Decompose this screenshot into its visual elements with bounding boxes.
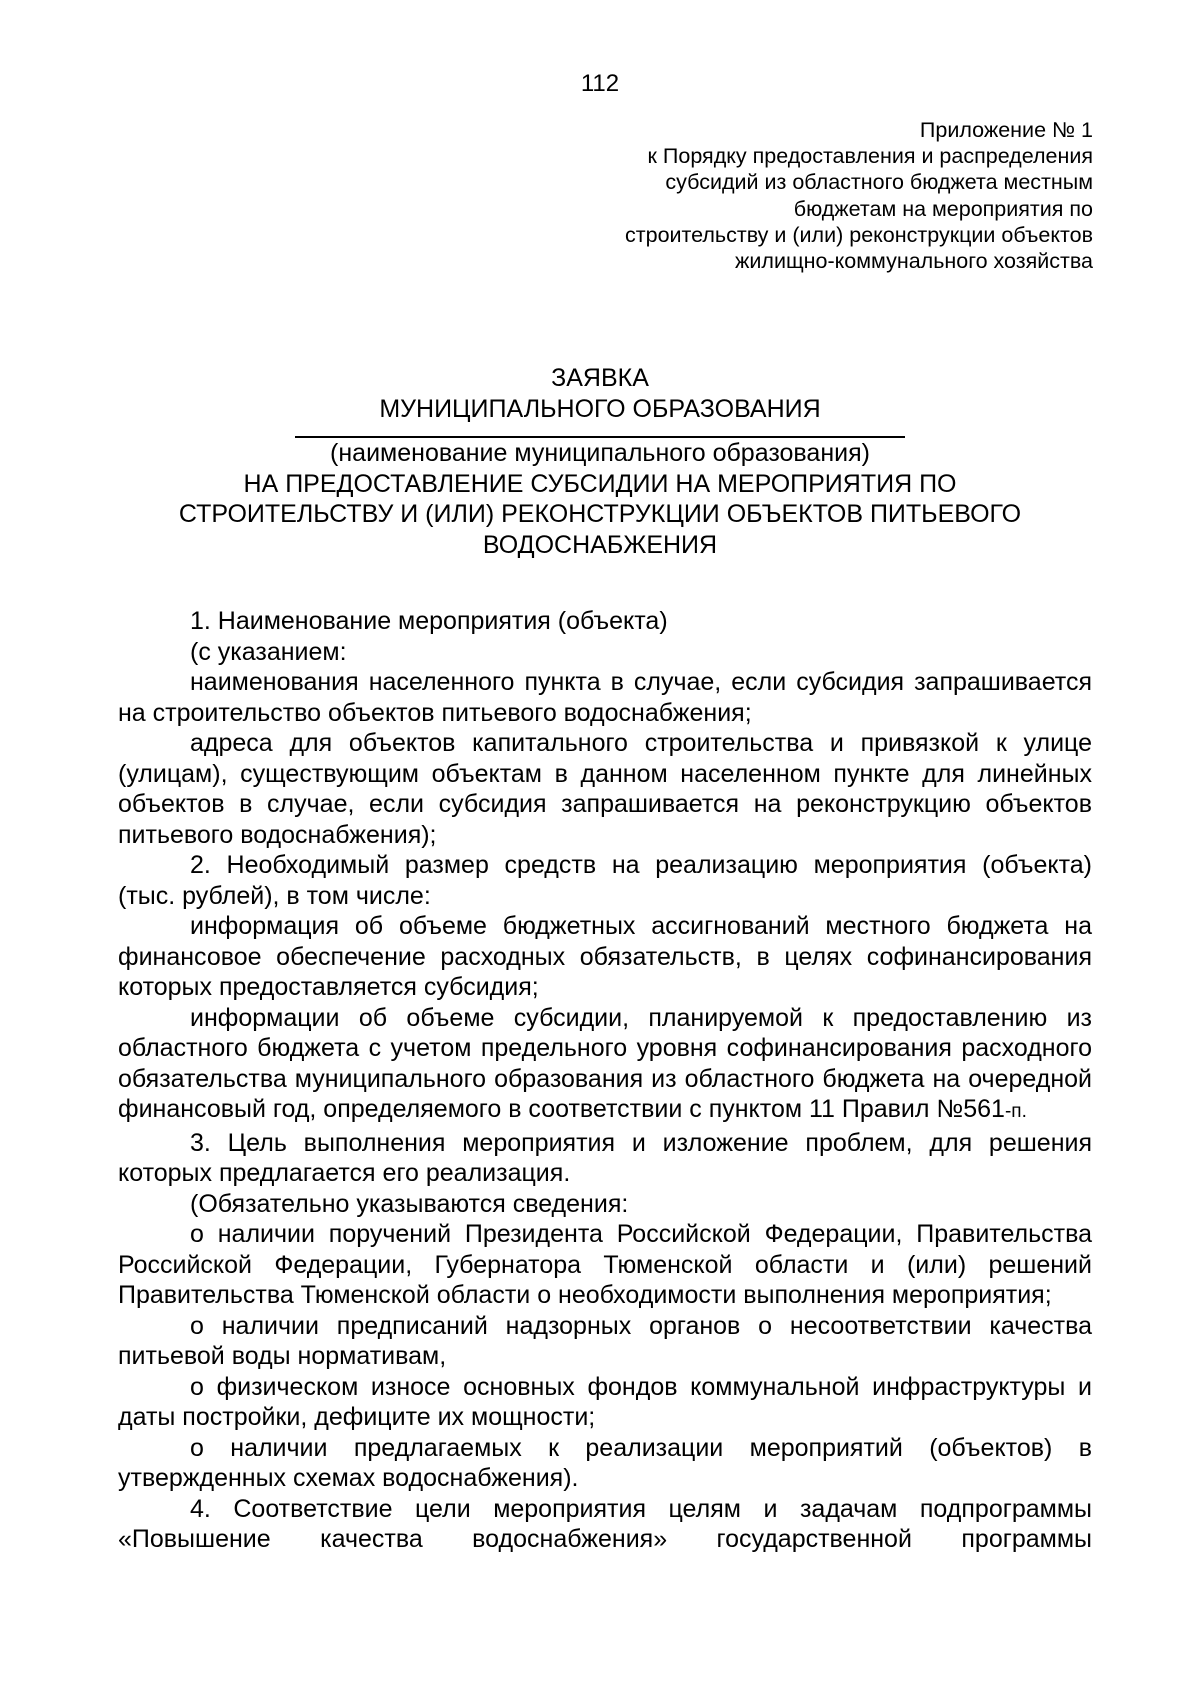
paragraph: 4. Соответствие цели мероприятия целям и задачам подпрограммы «Повышение качества водоснабжения» государственной программы <box>118 1494 1092 1553</box>
annex-header <box>625 117 1093 274</box>
title-line: НА ПРЕДОСТАВЛЕНИЕ СУБСИДИИ НА МЕРОПРИЯТИЯ ПО <box>243 469 957 498</box>
paragraph-suffix: -п. <box>1004 1101 1027 1122</box>
title-line: ЗАЯВКА <box>551 364 649 392</box>
annex-line: строительству и (или) реконструкции объектов <box>625 222 1093 247</box>
title-line: МУНИЦИПАЛЬНОГО ОБРАЗОВАНИЯ <box>379 394 821 423</box>
paragraph: наименования населенного пункта в случае, если субсидия запрашивается на строительство объектов питьевого водоснабжения; <box>118 668 1092 727</box>
annex-line: субсидий из областного бюджета местным <box>665 170 1093 195</box>
paragraph: о физическом износе основных фондов коммунальной инфраструктуры и даты постройки, дефиците их мощности; <box>118 1372 1092 1431</box>
annex-line: бюджетам на мероприятия по <box>793 196 1093 221</box>
paragraph-text: информации об объеме субсидии, планируемой к предоставлению из областного бюджета с учетом предельного уровня софинансирования расходного обязательства муниципального образования из областного бюджета на очередной финансовый год, определяемого в соответствии с пунктом 11 Правил №561 <box>118 1003 1092 1123</box>
annex-line: жилищно-коммунального хозяйства <box>735 249 1093 274</box>
document-title <box>120 363 1080 560</box>
paragraph <box>118 1003 1092 1128</box>
document-body <box>118 606 1092 1555</box>
paragraph: адреса для объектов капитального строительства и привязкой к улице (улицам), существующим объектам в данном населенном пункте для линейных объектов в случае, если субсидия запрашивается на реконструкцию объектов питьевого водоснабжения); <box>118 729 1092 849</box>
paragraph: информация об объеме бюджетных ассигнований местного бюджета на финансовое обеспечение расходных обязательств, в целях софинансирования которых предоставляется субсидия; <box>118 912 1092 1001</box>
paragraph: о наличии предлагаемых к реализации мероприятий (объектов) в утвержденных схемах водоснабжения). <box>118 1433 1092 1492</box>
paragraph: о наличии предписаний надзорных органов о несоответствии качества питьевой воды нормативам, <box>118 1311 1092 1370</box>
paragraph: 3. Цель выполнения мероприятия и изложение проблем, для решения которых предлагается его реализация. <box>118 1128 1092 1187</box>
paragraph: (Обязательно указываются сведения: <box>190 1189 629 1218</box>
paragraph: 2. Необходимый размер средств на реализацию мероприятия (объекта) (тыс. рублей), в том числе: <box>118 851 1092 910</box>
paragraph: (с указанием: <box>190 637 347 666</box>
title-line: СТРОИТЕЛЬСТВУ И (ИЛИ) РЕКОНСТРУКЦИИ ОБЪЕКТОВ ПИТЬЕВОГО <box>178 500 1022 528</box>
annex-line: Приложение № 1 <box>919 118 1093 142</box>
annex-line: к Порядку предоставления и распределения <box>647 144 1093 169</box>
blank-caption: (наименование муниципального образования) <box>330 439 870 467</box>
page-number: 112 <box>580 70 620 97</box>
title-line: ВОДОСНАБЖЕНИЯ <box>482 530 718 559</box>
paragraph: 1. Наименование мероприятия (объекта) <box>190 607 668 635</box>
paragraph: о наличии поручений Президента Российской Федерации, Правительства Российской Федерации, Губернатора Тюменской области и (или) решений Правительства Тюменской области о необходимости выполнения мероприятия; <box>118 1220 1092 1309</box>
